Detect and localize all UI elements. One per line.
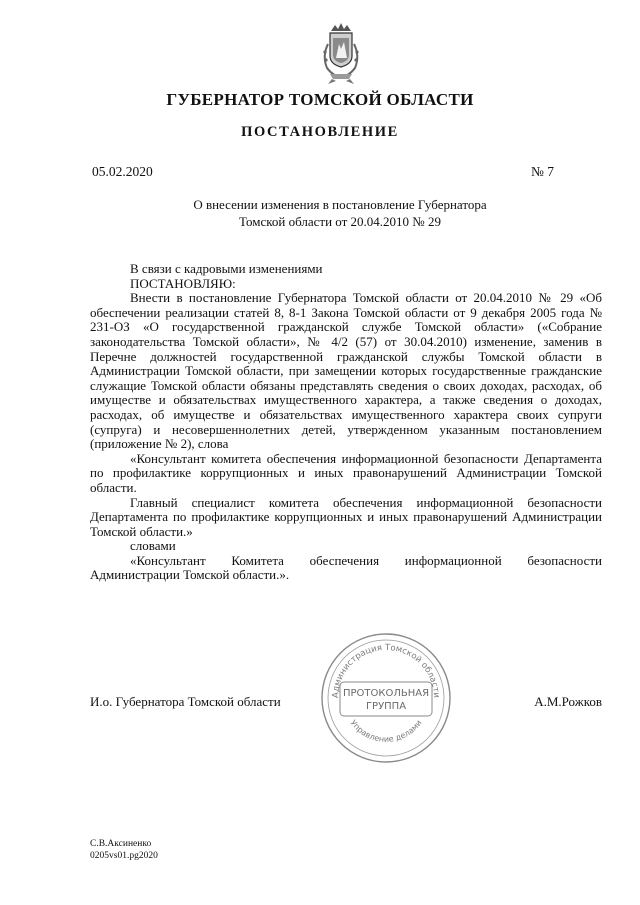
stamp-bottom-text: Управление делами (348, 718, 424, 744)
body-paragraph: словами (130, 538, 176, 554)
svg-text:Управление делами (349, 718, 424, 743)
footer-file-code: 0205vs01.pg2020 (90, 851, 158, 861)
footer-author: С.В.Аксиненко (90, 839, 152, 849)
signatory-position: И.о. Губернатора Томской области (90, 694, 281, 709)
signatory-name: А.М.Рожков (534, 694, 602, 709)
body-paragraph: «Консультант комитета обеспечения информационной безопасности Департамента по профилактике коррупционных и иных правонарушений Администрации Томской области. (90, 450, 602, 495)
document-subject (150, 196, 530, 230)
footer-note (90, 838, 158, 862)
subject-line: О внесении изменения в постановление Губернатора (193, 197, 487, 212)
coat-of-arms-emblem (318, 22, 364, 86)
document-date: 05.02.2020 (92, 164, 153, 179)
stamp-seal-icon (318, 630, 454, 766)
body-paragraph: Внести в постановление Губернатора Томской области от 20.04.2010 № 29 «Об обеспечении реализации статей 8, 8-1 Закона Томской области от 9 декабря 2005 года № 231-ОЗ «О государственной гражданской службе Томской области» («Собрание законодательства Томской области», № 4/2 (57) от 30.04.2010) изменение, заменив в Перечне должностей государственной гражданской службы Томской области в Администрации Томской области, при замещении которых государственные гражданские служащие Томской области обязаны представлять сведения о своих доходах, расходах, об имуществе и обязательствах имущественного характера, а также сведения о доходах, расходах, об имуществе и обязательствах имущественного характера своих супруги (супруга) и несовершеннолетних детей, утвержденном указанным постановлением (приложение № 2), слова (90, 290, 602, 452)
body-paragraph: «Консультант Комитета обеспечения информационной безопасности Администрации Томской области.». (90, 552, 602, 583)
body-paragraph: ПОСТАНОВЛЯЮ: (130, 275, 236, 291)
document-body (90, 262, 602, 583)
body-paragraph: В связи с кадровыми изменениями (130, 261, 323, 276)
coat-of-arms-icon (318, 22, 364, 86)
subject-line: Томской области от 20.04.2010 № 29 (239, 214, 441, 229)
document-number: № 7 (530, 164, 554, 179)
issuer-title: ГУБЕРНАТОР ТОМСКОЙ ОБЛАСТИ (166, 90, 474, 109)
stamp-ring-text: Администрация Томской области (330, 642, 442, 699)
stamp-center-line: ПРОТОКОЛЬНАЯ (342, 688, 430, 699)
official-stamp (318, 630, 454, 766)
document-type-title: ПОСТАНОВЛЕНИЕ (241, 124, 399, 140)
body-paragraph: Главный специалист комитета обеспечения информационной безопасности Департамента по профилактике коррупционных и иных правонарушений Администрации Томской области.» (90, 494, 602, 539)
stamp-center-line: ГРУППА (365, 701, 407, 712)
